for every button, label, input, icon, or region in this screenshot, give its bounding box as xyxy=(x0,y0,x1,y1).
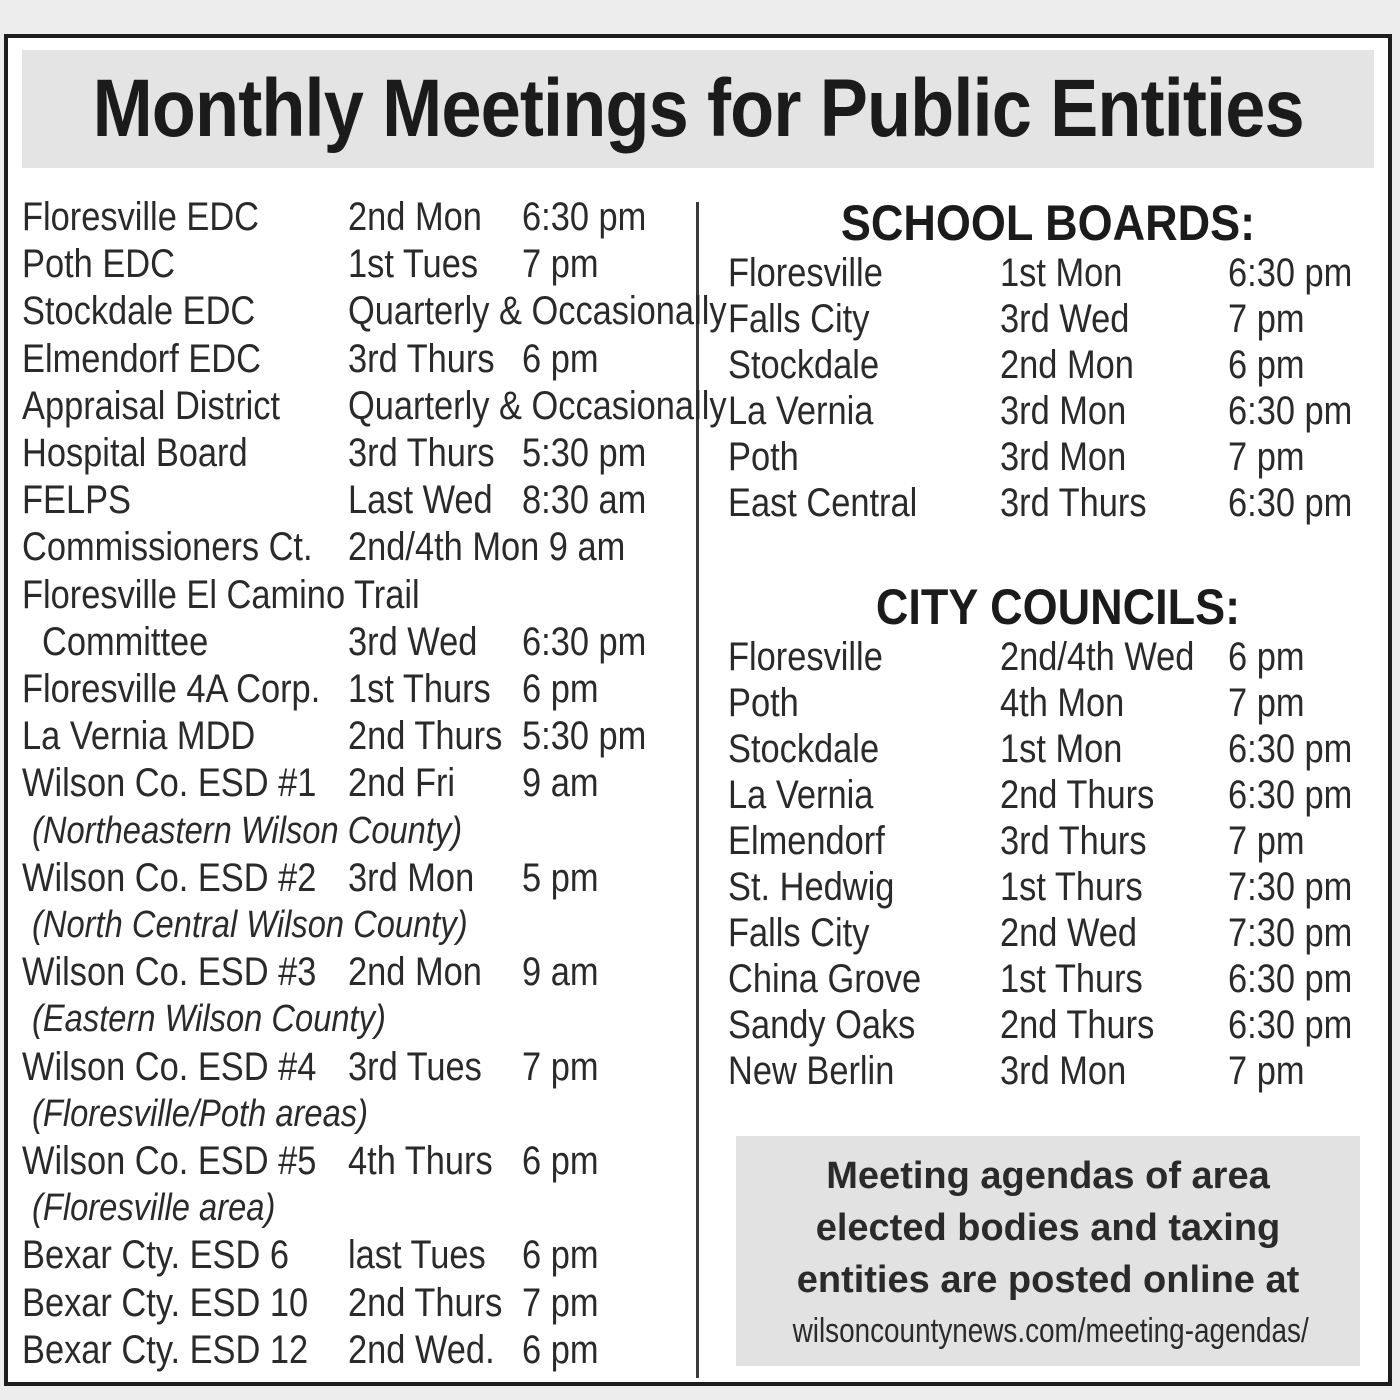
entity-name: Floresville 4A Corp. xyxy=(22,667,321,711)
meeting-time: 6 pm xyxy=(1228,635,1305,679)
entity-name: Wilson Co. ESD #4 xyxy=(22,1044,317,1089)
notice-line-2: elected bodies and taxing xyxy=(815,1207,1281,1249)
entity-name: Floresville El Camino Trail xyxy=(22,572,420,617)
column-divider xyxy=(696,202,699,1378)
meeting-time: 7 pm xyxy=(1228,435,1305,479)
entry-area-note: (Eastern Wilson County) xyxy=(32,998,386,1041)
meeting-day: 4th Mon xyxy=(1000,681,1125,725)
entity-name: Committee xyxy=(42,619,209,664)
agendas-link[interactable]: wilsoncountynews.com/meeting-agendas/ xyxy=(792,1312,1309,1350)
entity-name: Floresville xyxy=(728,251,883,295)
meeting-day: 1st Mon xyxy=(1000,727,1123,771)
entity-name: Bexar Cty. ESD 6 xyxy=(22,1233,290,1278)
entity-name: St. Hedwig xyxy=(728,865,895,909)
meeting-day: 3rd Thurs xyxy=(1000,481,1147,525)
meeting-day: 3rd Mon xyxy=(1000,1049,1127,1093)
entity-name: Wilson Co. ESD #3 xyxy=(22,950,317,995)
meeting-day: 2nd Wed. xyxy=(348,1327,495,1372)
meeting-day: 2nd Mon xyxy=(348,950,482,995)
entity-name: Hospital Board xyxy=(22,431,248,475)
meeting-day: Last Wed xyxy=(348,478,493,523)
entity-name: Wilson Co. ESD #1 xyxy=(22,761,317,806)
meeting-day: last Tues xyxy=(348,1233,486,1278)
entity-name: Elmendorf xyxy=(728,819,885,863)
entity-name: Sandy Oaks xyxy=(728,1003,916,1047)
meeting-time: 7:30 pm xyxy=(1228,911,1353,955)
entity-name: La Vernia xyxy=(728,389,874,433)
meeting-day: 3rd Tues xyxy=(348,1044,482,1089)
entity-name: Stockdale xyxy=(728,343,880,387)
meeting-day: 3rd Wed xyxy=(1000,297,1130,341)
meeting-time: 6 pm xyxy=(522,1327,599,1372)
entity-name: Bexar Cty. ESD 10 xyxy=(22,1280,309,1325)
meeting-time: 7 pm xyxy=(1228,819,1305,863)
meeting-time: 6:30 pm xyxy=(1228,773,1353,817)
entry-area-note: (North Central Wilson County) xyxy=(32,904,468,946)
meeting-time: 6 pm xyxy=(522,336,599,381)
notice-line-1: Meeting agendas of area xyxy=(826,1155,1270,1197)
meeting-day: 2nd Thurs xyxy=(1000,773,1155,817)
meeting-time: 7 pm xyxy=(1228,681,1305,725)
meeting-time: 7 pm xyxy=(1228,297,1305,341)
entity-name: Poth xyxy=(728,435,799,479)
meeting-day: 3rd Thurs xyxy=(348,431,495,475)
meeting-day: 2nd Wed xyxy=(1000,911,1138,955)
meeting-day: 3rd Thurs xyxy=(1000,819,1147,863)
meeting-time: 6:30 pm xyxy=(1228,957,1353,1001)
meeting-time: 7 pm xyxy=(1228,1049,1305,1093)
meeting-day: 3rd Thurs xyxy=(348,336,495,381)
meeting-day: 2nd/4th Wed xyxy=(1000,635,1195,679)
meetings-panel xyxy=(4,34,1392,1386)
meeting-day: 1st Thurs xyxy=(1000,865,1143,909)
entity-name: Falls City xyxy=(728,911,870,955)
meeting-day: 2nd Thurs xyxy=(348,1280,503,1325)
meeting-time: 8:30 am xyxy=(522,478,647,523)
meeting-day: Quarterly & Occasionally xyxy=(348,383,727,428)
entity-name: La Vernia xyxy=(728,773,874,817)
entity-name: Poth xyxy=(728,681,799,725)
meeting-day: 1st Thurs xyxy=(1000,957,1143,1001)
meeting-time: 7:30 pm xyxy=(1228,865,1353,909)
meeting-day: Quarterly & Occasionally xyxy=(348,289,727,334)
entity-name: Commissioners Ct. xyxy=(22,525,313,570)
entity-name: La Vernia MDD xyxy=(22,714,256,759)
entity-name: Floresville EDC xyxy=(22,195,260,239)
entity-name: New Berlin xyxy=(728,1049,895,1093)
meeting-day: 3rd Mon xyxy=(1000,435,1127,479)
entity-name: Poth EDC xyxy=(22,242,175,287)
meeting-time: 6 pm xyxy=(522,1139,599,1183)
entity-name: Wilson Co. ESD #5 xyxy=(22,1139,317,1183)
entity-name: Stockdale xyxy=(728,727,880,771)
entity-name: Appraisal District xyxy=(22,383,281,428)
meeting-time: 6 pm xyxy=(522,1233,599,1278)
meeting-time: 6 pm xyxy=(522,667,599,711)
entry-area-note: (Floresville/Poth areas) xyxy=(32,1092,368,1135)
meeting-time: 7 pm xyxy=(522,1280,599,1325)
entity-name: Stockdale EDC xyxy=(22,289,256,334)
entity-name: Falls City xyxy=(728,297,870,341)
meeting-time: 7 pm xyxy=(522,1044,599,1089)
meeting-time: 6:30 pm xyxy=(1228,1003,1353,1047)
meeting-day: 4th Thurs xyxy=(348,1139,493,1183)
meeting-time: 6:30 pm xyxy=(1228,251,1353,295)
meeting-day: 3rd Mon xyxy=(1000,389,1127,433)
meeting-day: 1st Mon xyxy=(1000,251,1123,295)
meeting-time: 7 pm xyxy=(522,242,599,287)
meeting-day: 2nd/4th Mon 9 am xyxy=(348,525,626,570)
meeting-day: 3rd Wed xyxy=(348,619,478,664)
meeting-time: 5:30 pm xyxy=(522,714,647,759)
meeting-time: 6:30 pm xyxy=(1228,389,1353,433)
meeting-day: 2nd Thurs xyxy=(1000,1003,1155,1047)
entry-area-note: (Floresville area) xyxy=(32,1187,276,1230)
entity-name: Wilson Co. ESD #2 xyxy=(22,855,317,900)
meeting-time: 6 pm xyxy=(1228,343,1305,387)
meeting-day: 2nd Thurs xyxy=(348,714,503,759)
title-bar xyxy=(22,50,1374,168)
meeting-day: 3rd Mon xyxy=(348,855,475,900)
entity-name: FELPS xyxy=(22,478,131,523)
agendas-notice xyxy=(736,1136,1360,1366)
page-title: Monthly Meetings for Public Entities xyxy=(92,63,1304,154)
meeting-day: 2nd Fri xyxy=(348,761,456,806)
entity-name: Bexar Cty. ESD 12 xyxy=(22,1327,309,1372)
meeting-time: 6:30 pm xyxy=(522,195,647,239)
meeting-time: 6:30 pm xyxy=(1228,727,1353,771)
entry-area-note: (Northeastern Wilson County) xyxy=(32,809,463,852)
meeting-time: 5:30 pm xyxy=(522,431,647,475)
meeting-time: 6:30 pm xyxy=(522,619,647,664)
entity-name: Elmendorf EDC xyxy=(22,336,261,381)
meeting-time: 6:30 pm xyxy=(1228,481,1353,525)
meeting-day: 2nd Mon xyxy=(1000,343,1134,387)
entity-name: East Central xyxy=(728,481,918,525)
entity-name: China Grove xyxy=(728,957,922,1001)
meeting-day: 2nd Mon xyxy=(348,195,482,239)
meeting-time: 9 am xyxy=(522,950,599,995)
city-councils-heading: CITY COUNCILS: xyxy=(875,579,1241,635)
notice-line-3: entities are posted online at xyxy=(796,1259,1300,1301)
meeting-day: 1st Tues xyxy=(348,242,479,287)
meeting-time: 9 am xyxy=(522,761,599,806)
meeting-time: 5 pm xyxy=(522,855,599,900)
meeting-day: 1st Thurs xyxy=(348,667,491,711)
entity-name: Floresville xyxy=(728,635,883,679)
school-boards-heading: SCHOOL BOARDS: xyxy=(840,195,1256,251)
